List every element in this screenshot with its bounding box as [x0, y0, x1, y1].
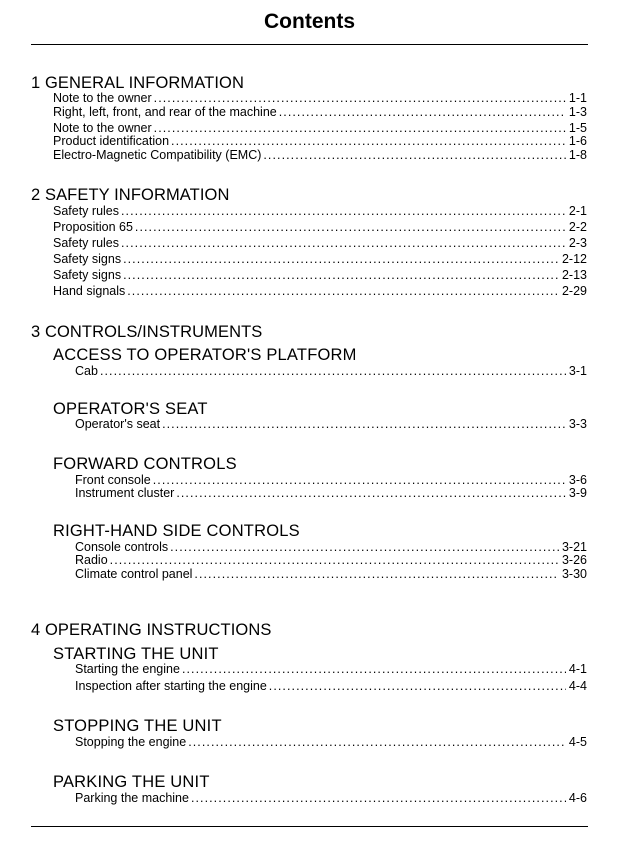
toc-entry-page: 2-12: [561, 252, 587, 266]
toc-entry-label: Safety signs: [53, 252, 122, 266]
dot-leader: [121, 236, 566, 250]
toc-entry-page: 3-21: [561, 540, 587, 554]
toc-entry[interactable]: [53, 284, 587, 298]
dot-leader: [176, 486, 566, 500]
toc-entry-label: Stopping the engine: [75, 735, 187, 749]
section-heading: PARKING THE UNIT: [53, 773, 210, 791]
section-heading: STARTING THE UNIT: [53, 645, 219, 663]
toc-entry-label: Safety rules: [53, 236, 120, 250]
toc-entry[interactable]: [75, 553, 587, 567]
toc-entry[interactable]: [75, 567, 587, 581]
toc-entry[interactable]: [53, 220, 587, 234]
dot-leader: [100, 364, 566, 378]
toc-entry-page: 3-3: [568, 417, 587, 431]
chapter-heading: 4 OPERATING INSTRUCTIONS: [31, 621, 272, 639]
toc-entry-page: 3-30: [561, 567, 587, 581]
chapter-heading: 1 GENERAL INFORMATION: [31, 74, 244, 92]
toc-entry-page: 4-6: [568, 791, 587, 805]
toc-entry-label: Hand signals: [53, 284, 126, 298]
toc-entry-page: 2-29: [561, 284, 587, 298]
toc-entry[interactable]: [53, 268, 587, 282]
toc-entry[interactable]: [53, 121, 587, 135]
dot-leader: [171, 134, 566, 148]
section-heading: ACCESS TO OPERATOR'S PLATFORM: [53, 346, 357, 364]
dot-leader: [135, 220, 566, 234]
toc-entry-page: 4-4: [568, 679, 587, 693]
toc-entry-page: 1-8: [568, 148, 587, 162]
toc-entry-label: Cab: [75, 364, 98, 378]
dot-leader: [162, 417, 566, 431]
toc-entry-page: 3-9: [568, 486, 587, 500]
dot-leader: [121, 204, 566, 218]
chapter-heading: 3 CONTROLS/INSTRUMENTS: [31, 323, 263, 341]
toc-entry-page: 3-6: [568, 473, 587, 487]
dot-leader: [279, 105, 566, 119]
section-heading: FORWARD CONTROLS: [53, 455, 237, 473]
toc-entry-page: 1-6: [568, 134, 587, 148]
toc-entry-page: 3-1: [568, 364, 587, 378]
section-heading: OPERATOR'S SEAT: [53, 400, 208, 418]
toc-entry-label: Right, left, front, and rear of the machine: [53, 105, 277, 119]
section-heading: STOPPING THE UNIT: [53, 717, 222, 735]
toc-entry-page: 1-1: [568, 91, 587, 105]
toc-entry[interactable]: [53, 91, 587, 105]
toc-entry[interactable]: [75, 364, 587, 378]
toc-entry-label: Safety signs: [53, 268, 122, 282]
bottom-divider: [31, 826, 588, 827]
toc-entry-label: Operator's seat: [75, 417, 161, 431]
toc-entry-label: Inspection after starting the engine: [75, 679, 267, 693]
toc-entry-page: 2-3: [568, 236, 587, 250]
toc-entry[interactable]: [53, 148, 587, 162]
toc-entry[interactable]: [75, 679, 587, 693]
dot-leader: [110, 553, 559, 567]
dot-leader: [154, 91, 566, 105]
toc-entry-label: Note to the owner: [53, 121, 152, 135]
toc-entry[interactable]: [53, 252, 587, 266]
toc-entry[interactable]: [53, 134, 587, 148]
toc-entry[interactable]: [53, 105, 587, 119]
dot-leader: [170, 540, 559, 554]
section-heading: RIGHT-HAND SIDE CONTROLS: [53, 522, 300, 540]
dot-leader: [269, 679, 566, 693]
toc-entry-page: 2-1: [568, 204, 587, 218]
chapter-heading: 2 SAFETY INFORMATION: [31, 186, 230, 204]
toc-entry-label: Proposition 65: [53, 220, 133, 234]
toc-entry-label: Note to the owner: [53, 91, 152, 105]
toc-entry-page: 4-5: [568, 735, 587, 749]
toc-entry-label: Console controls: [75, 540, 169, 554]
toc-entry-page: 2-13: [561, 268, 587, 282]
toc-entry-label: Product identification: [53, 134, 170, 148]
dot-leader: [263, 148, 566, 162]
toc-entry-label: Climate control panel: [75, 567, 193, 581]
dot-leader: [154, 121, 566, 135]
toc-entry-page: 4-1: [568, 662, 587, 676]
dot-leader: [194, 567, 559, 581]
toc-entry-page: 1-5: [568, 121, 587, 135]
toc-entry[interactable]: [75, 540, 587, 554]
top-divider: [31, 44, 588, 45]
toc-entry[interactable]: [75, 417, 587, 431]
dot-leader: [153, 473, 566, 487]
toc-entry[interactable]: [75, 791, 587, 805]
dot-leader: [123, 268, 559, 282]
toc-entry-label: Starting the engine: [75, 662, 180, 676]
dot-leader: [127, 284, 559, 298]
dot-leader: [188, 735, 566, 749]
toc-entry-label: Parking the machine: [75, 791, 189, 805]
toc-entry[interactable]: [75, 486, 587, 500]
toc-entry-label: Electro-Magnetic Compatibility (EMC): [53, 148, 262, 162]
toc-entry[interactable]: [53, 236, 587, 250]
toc-entry-label: Radio: [75, 553, 108, 567]
toc-entry-page: 2-2: [568, 220, 587, 234]
toc-entry-label: Instrument cluster: [75, 486, 175, 500]
toc-entry-label: Safety rules: [53, 204, 120, 218]
toc-entry[interactable]: [75, 662, 587, 676]
toc-entry-page: 1-3: [568, 105, 587, 119]
toc-entry[interactable]: [75, 735, 587, 749]
dot-leader: [182, 662, 566, 676]
toc-entry-label: Front console: [75, 473, 151, 487]
dot-leader: [123, 252, 559, 266]
toc-entry[interactable]: [75, 473, 587, 487]
dot-leader: [191, 791, 566, 805]
page-title: Contents: [264, 10, 355, 33]
toc-entry-page: 3-26: [561, 553, 587, 567]
toc-entry[interactable]: [53, 204, 587, 218]
